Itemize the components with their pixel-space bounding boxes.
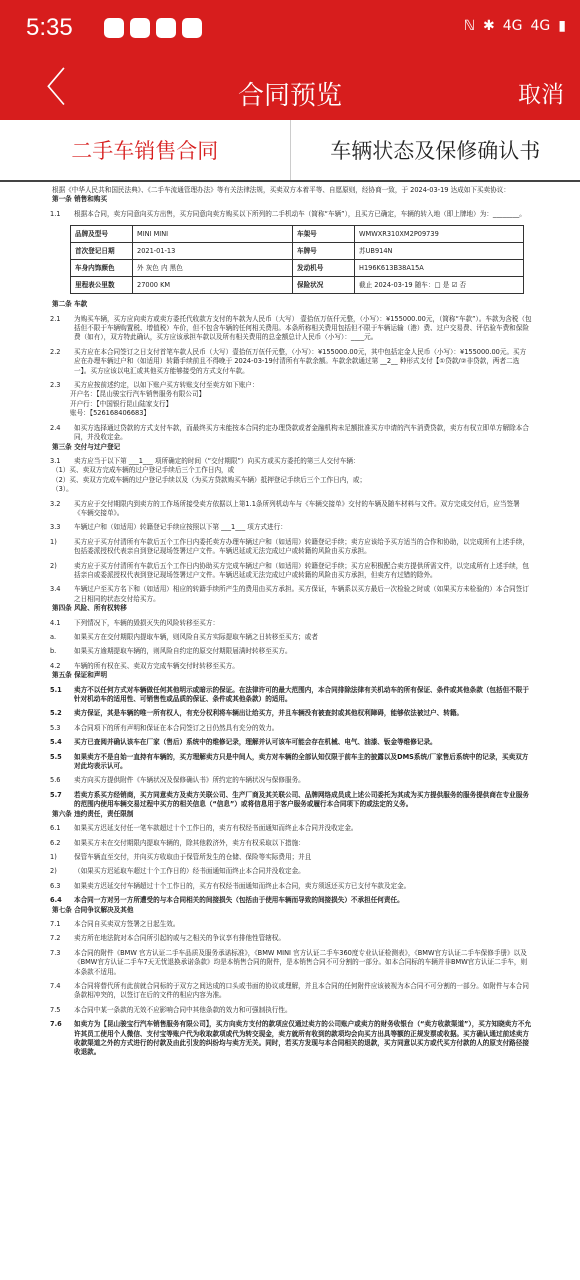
contract-document	[52, 186, 532, 1280]
status-bar	[0, 0, 580, 60]
clause-5-7: 5.7 若卖方系买方经销商，买方同意卖方及卖方关联公司、生产厂商及其关联公司、品牌网络成员成上述公司委托为其成为买方提供服务的服务提供商在专业服务的范围内使用车辆交易过程中买方的相关信息（“信息”）或将信息用于客户服务或履行本合同项下的或法定的义务。	[50, 790, 529, 809]
clause-3-3-1: 1) 买方应于买方付清所有车款后五个工作日内委托卖方办理车辆过户和（如适用）转籍登记手续；卖方应该给予买方适当的合作和协助，以完成所有上述手续，包括委派授权代表亲自到登记现场签署过户文件。车辆迟延或无法完成过户或转籍的风险由买方承担。	[50, 537, 529, 556]
clause-7-6: 7.6 如卖方为【昆山骏宝行汽车销售服务有限公司】，买方向卖方支付的款项应仅通过卖方的公司账户或卖方的财务收银台（“卖方收款渠道”），买方知晓卖方不允许其员工使用个人微信、支付宝等账户代为收取款项或代为转交现金，卖方就所有收到的款项均会向买方出具等额的正规发票或收据。买方确认通过前述卖方收款渠道之外的方式进行的付款及由此引发的纠纷均与卖方无关。同时，若买方发现与本合同相关的退款，买方同意以买方或代买方付款的人的原支付路径接收退款。	[50, 1020, 532, 1057]
clause-5-6: 5.6 卖方向买方提供附件《车辆状况及保修确认书》所约定的车辆状况与保修服务。	[50, 776, 305, 785]
search-app-icon	[182, 18, 202, 38]
clause-3-4: 3.4 车辆过户至买方名下和（如适用）相应的转籍手续所产生的费用由买方承担。买方保证，车辆系以买方最后一次检验之时或（如果买方未检验的）本合同签订之日相同的状态交付给买方。	[50, 585, 529, 603]
clause-3-3-2: 2) 卖方应于买方付清所有车款后五个工作日内协助买方完成车辆过户和（如适用）转籍登记手续；买方应积极配合卖方提供所需文件，以完成所有上述手续，包括亲自或委派授权代表到登记现场签署过户文件。车辆迟延或无法完成过户或转籍的风险由买方承担，但卖方有过错的除外。	[50, 561, 529, 579]
signal-4g-icon-2: 4G	[530, 18, 551, 34]
clause-6-3: 6.3 如果卖方迟延交付车辆超过十个工作日的，买方有权经书面通知而终止本合同，卖方须返还买方已支付车款及定金。	[50, 881, 411, 890]
clause-5-2: 5.2 卖方保证，其是车辆的唯一所有权人，有充分权利将车辆出让给买方，并且车辆没有被查封或其他权利障碍，能够依法被过户、转籍。	[50, 709, 464, 718]
battery-icon: ▮	[558, 18, 566, 34]
clause-7-4: 7.4 本合同将替代所有此前就合同标的于双方之间达成的口头或书面的协议或理解，并且本合同的任何附件应该被视为本合同不可分割的一部分。如附件与本合同条款相冲突的，以签订在后的文件的相应内容为准。	[50, 981, 529, 1000]
clause-5-5: 5.5 如果卖方不是自始一直持有车辆的，买方理解卖方只是中间人，卖方对车辆的全部认知仅限于前车主的披露以及DMS系统/厂家售后系统中的记录，买卖双方对此均表示认可。	[50, 752, 529, 771]
message-icon	[130, 18, 150, 38]
clause-3-3: 3.3 车辆过户和（如适用）转籍登记手续应按照以下第 ___1___ 项方式进行：	[50, 523, 287, 532]
clause-6-1: 6.1 如果买方迟延支付任一笔车款超过十个工作日的，卖方有权经书面通知而终止本合同并没收定金。	[50, 824, 358, 833]
clause-6-2-1: 1) 保管车辆直至交付，并向买方收取由于保管所发生的仓储、保险等实际费用；并且	[50, 852, 312, 861]
section-7-title: 第七条 合同争议解决及其他	[52, 905, 134, 914]
contract-intro: 根据《中华人民共和国民法典》、《二手车流通管理办法》等有关法律法规，买卖双方本着平等、自愿原则，经协商一致，于 2024-03-19 达成如下买卖协议：	[52, 186, 510, 194]
page-title: 合同预览	[237, 81, 342, 111]
clause-7-3: 7.3 本合同的附件《BMW 官方认证二手车品质及服务承诺标准》，《BMW MINI 官方认证二手车360度专业认证检测表》，《BMW官方认证二手车保修手册》以及《BMW官方认证二手车7天无忧退换承诺条款》均是本销售合同的附件，是本销售合同不可分割的一部分。如本合同标的车辆并非BMW官方认证二手车，则本条款不适用。	[50, 948, 528, 976]
clause-4-1-a: a. 如果买方在交付期限内提取车辆，则风险自买方实际提取车辆之日转移至买方；或者	[50, 633, 318, 641]
clause-7-2: 7.2 卖方所在地法院对本合同所引起的或与之相关的争议享有排他性管辖权。	[50, 934, 285, 943]
account-bank: 开户行：【中国银行昆山陆家支行】	[70, 399, 173, 408]
table-row: 里程表公里数 27000 KM 保险状况 截止 2024-03-19 随车：□ 是 ☑ 否	[71, 277, 524, 294]
clause-5-4: 5.4 买方已查阅并确认该车在厂家（售后）系统中的维修记录，理解并认可该车可能会存在机械、电气、油漆、钣金等维修记录。	[50, 738, 437, 747]
clause-2-3: 2.3 买方应按前述约定，以如下账户买方转账支付至卖方如下账户：	[50, 381, 259, 390]
status-app-icons	[104, 18, 202, 38]
section-6-title: 第六条 违约责任，责任限制	[52, 809, 134, 818]
tab-vehicle-status[interactable]: 车辆状态及保修确认书	[330, 139, 541, 163]
bluetooth-icon: ✱	[483, 18, 495, 34]
clause-5-3: 5.3 本合同项下的所有声明和保证在本合同签订之日仍然具有充分的效力。	[50, 723, 279, 732]
chat-icon	[156, 18, 176, 38]
vehicle-info-table	[70, 225, 524, 294]
wechat-icon	[104, 18, 124, 38]
section-5-title: 第五条 保证和声明	[52, 671, 108, 680]
clause-4-2: 4.2 车辆的所有权在买、卖双方完成车辆交付时转移至买方。	[50, 661, 239, 670]
section-3-title: 第三条 交付与过户登记	[52, 442, 121, 451]
section-2-title: 第二条 车款	[52, 300, 88, 309]
clause-2-4: 2.4 如买方选择通过贷款的方式支付车款，而最终买方未能按本合同约定办理贷款或者金融机构未足额批准买方申请的汽车消费贷款，卖方有权立即单方解除本合同，并没收定金。	[50, 423, 529, 442]
table-row: 车身内饰颜色 外 灰色 内 黑色 发动机号 H196K613B38A15A	[71, 260, 524, 277]
clause-5-1: 5.1 卖方不以任何方式对车辆做任何其他明示或暗示的保证。在法律许可的最大范围内，本合同排除法律有关机动车的所有保证、条件或其他条款（包括但不限于针对机动车的适用性、可销售性或品质的保证、条件或其他条款）的适用。	[50, 685, 529, 704]
tab-sales-contract[interactable]: 二手车销售合同	[0, 120, 291, 180]
clause-3-1-option-2: （2）买、卖双方完成车辆的过户登记手续以及（为买方贷款购买车辆）抵押登记手续后三个工作日内，或；	[52, 475, 367, 484]
signal-4g-icon: 4G	[502, 18, 523, 34]
nav-bar	[0, 60, 580, 120]
clause-6-2: 6.2 如果买方未在交付期限内提取车辆的，除其他救济外，卖方有权采取以下措施：	[50, 838, 305, 847]
cancel-button[interactable]: 取消	[518, 82, 564, 108]
clause-4-1: 4.1 下列情况下，车辆的毁损灭失的风险转移至买方：	[50, 618, 220, 627]
clause-2-2: 2.2 买方应在本合同签订之日支付首笔车款人民币（大写）壹拾伍万伍仟元整，（小写）：¥155000.00元，其中包括定金人民币（小写）：¥155000.00元。买方应在办理车辆过户和（如适用）转籍手续前且不得晚于 2024-03-19付清所有车款余额。车款余款通过第 __2__ 种形式支付【①贷款/②非贷款，两者二选一】。买方应该以电汇或其他买方能够接受的方式支付车款。	[50, 347, 527, 375]
clause-7-1: 7.1 本合同自买卖双方签署之日起生效。	[50, 919, 180, 928]
clause-3-1-option-1: （1）买、卖双方完成车辆的过户登记手续后三个工作日内，或	[52, 466, 235, 475]
table-row: 首次登记日期 2021-01-13 车牌号 苏UB914N	[71, 243, 524, 260]
section-1-title: 第一条 销售和购买	[52, 195, 108, 204]
status-time: 5:35	[26, 14, 73, 41]
clause-6-2-2: 2) （如果买方迟延取车超过十个工作日的）经书面通知而终止本合同并没收定金。	[50, 867, 305, 876]
clause-3-1: 3.1 卖方应当于以下第 ___1___ 项所确定的时间（“交付期限”）向买方或买方委托的第三人交付车辆：	[50, 456, 360, 465]
clause-2-1: 2.1 为购买车辆，买方应向卖方或卖方委托代收款方支付的车款为人民币（大写） 壹拾伍万伍仟元整，（小写）：¥155000.00元，（简称“车款”）。车款为含税（包括但不限于车辆购置税、增值税）车价，但不包含车辆的任何相关费用。本条所称相关费用包括但不限于车辆运输（港）费、过户交易费、评估验车费和保险费（如有），双方特此确认，买方应该承担车款以及所有相关费用的总金额总计人民币（小写）：____元。	[50, 314, 532, 342]
status-indicators	[464, 18, 566, 34]
account-number: 账号：【526168406683】	[70, 409, 151, 418]
table-row: 品牌及型号 MINI MINI 车架号 WMWXR310XM2P09739	[71, 226, 524, 243]
account-name: 开户名：【昆山骏宝行汽车销售服务有限公司】	[70, 390, 206, 399]
clause-4-1-b: b. 如果买方逾期提取车辆的，则风险自约定的原交付期限届满时转移至买方。	[50, 647, 292, 656]
clause-3-2: 3.2 买方应于交付期限内到卖方的工作场所接受卖方依据以上第1.1条所列机动车与《车辆交接单》交付的车辆及随车材料与文件。双方完成交付后，应当签署《车辆交接单》。	[50, 499, 520, 517]
clause-1-1: 1.1 根据本合同，卖方同意向买方出售，买方同意向卖方购买以下所列的二手机动车（简称“车辆”），且买方已确定，车辆的转入地（即上牌地）为：________。	[50, 209, 526, 218]
nfc-icon: ℕ	[463, 18, 476, 34]
clause-7-5: 7.5 本合同中某一条款的无效不应影响合同中其他条款的效力和可强制执行性。	[50, 1005, 292, 1014]
section-4-title: 第四条 风险、所有权转移	[52, 604, 127, 613]
clause-3-1-option-3: （3）。	[52, 485, 73, 494]
tab-bar	[0, 120, 580, 182]
clause-6-4: 6.4 本合同一方对另一方所遭受的与本合同相关的间接损失（包括由于使用车辆而导致的间接损失）不承担任何责任。	[50, 896, 404, 905]
back-icon[interactable]: 〈	[26, 65, 66, 111]
